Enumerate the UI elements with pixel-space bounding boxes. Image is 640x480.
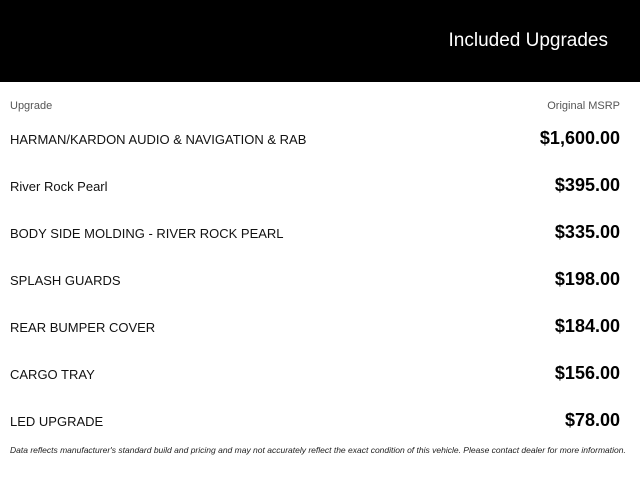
disclaimer-text: Data reflects manufacturer's standard build and pricing and may not accurately reflect the exact condition of this vehicle. Please contact dealer for more information. xyxy=(10,445,626,455)
upgrade-name: River Rock Pearl xyxy=(10,179,108,194)
page-title: Included Upgrades xyxy=(448,30,608,51)
upgrade-name: BODY SIDE MOLDING - RIVER ROCK PEARL xyxy=(10,226,284,241)
list-item xyxy=(10,402,620,449)
list-item xyxy=(10,214,620,261)
column-header-upgrade: Upgrade xyxy=(10,100,53,112)
upgrade-price: $395.00 xyxy=(554,175,620,195)
list-item xyxy=(10,120,620,167)
upgrade-name: REAR BUMPER COVER xyxy=(10,320,156,335)
column-header-msrp: Original MSRP xyxy=(547,100,620,112)
upgrades-list xyxy=(10,120,620,449)
upgrade-name: CARGO TRAY xyxy=(10,367,95,382)
list-item xyxy=(10,167,620,214)
list-item xyxy=(10,355,620,402)
upgrade-name: SPLASH GUARDS xyxy=(10,273,121,288)
upgrade-price: $1,600.00 xyxy=(539,128,620,148)
upgrade-price: $198.00 xyxy=(554,269,620,289)
upgrade-price: $184.00 xyxy=(554,316,620,336)
upgrade-name: HARMAN/KARDON AUDIO & NAVIGATION & RAB xyxy=(10,132,307,147)
header-bar xyxy=(0,0,640,82)
list-item xyxy=(10,261,620,308)
upgrade-price: $156.00 xyxy=(554,363,620,383)
upgrade-name: LED UPGRADE xyxy=(10,414,104,429)
column-headers xyxy=(10,100,620,114)
upgrade-price: $78.00 xyxy=(564,410,620,430)
upgrade-price: $335.00 xyxy=(554,222,620,242)
list-item xyxy=(10,308,620,355)
